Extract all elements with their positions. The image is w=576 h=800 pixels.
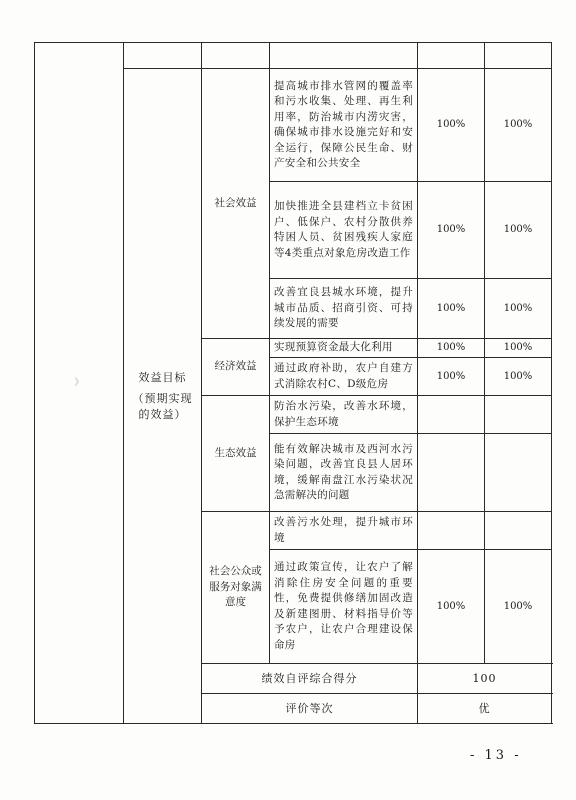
actual-value	[485, 512, 552, 550]
target-value	[418, 512, 485, 550]
score-value: 100	[418, 664, 552, 694]
indicator-desc: 实现预算资金最大化利用	[270, 339, 418, 358]
actual-value: 100%	[485, 69, 552, 182]
indicator-desc: 改善宜良县城水环境，提升城市品质、招商引资、可持续发展的需要	[270, 279, 418, 339]
grade-value: 优	[418, 694, 552, 724]
target-value	[418, 434, 485, 512]
actual-value	[485, 434, 552, 512]
category-satisfaction: 社会公众或服务对象满意度	[202, 512, 270, 664]
category-ecological: 生态效益	[202, 396, 270, 512]
page-number: - 13 -	[470, 748, 522, 763]
indicator-desc: 提高城市排水管网的覆盖率和污水收集、处理、再生利用率，防治城市内涝灾害，确保城市排水设施完好和安全运行，保障公民生命、财产安全和公共安全	[270, 69, 418, 182]
performance-table	[34, 42, 552, 724]
score-label: 绩效自评综合得分	[202, 664, 418, 694]
actual-value: 100%	[485, 358, 552, 396]
actual-value	[485, 396, 552, 434]
indicator-desc: 改善污水处理，提升城市环境	[270, 512, 418, 550]
target-value	[418, 396, 485, 434]
actual-value: 100%	[485, 279, 552, 339]
indicator-desc: 防治水污染，改善水环境，保护生态环境	[270, 396, 418, 434]
actual-value: 100%	[485, 182, 552, 279]
grade-label: 评价等次	[202, 694, 418, 724]
indicator-desc: 通过政策宣传，让农户了解消除住房安全问题的重要性，免费提供修缮加固改造及新建图册、材料指导价等予农户，让农户合理建设保命房	[270, 550, 418, 664]
target-value: 100%	[418, 358, 485, 396]
category-economic: 经济效益	[202, 339, 270, 396]
target-value: 100%	[418, 339, 485, 358]
target-value: 100%	[418, 550, 485, 664]
target-value: 100%	[418, 279, 485, 339]
indicator-desc: 通过政府补助，农户自建方式消除农村C、D级危房	[270, 358, 418, 396]
level2-label: 效益目标	[138, 370, 187, 384]
actual-value: 100%	[485, 339, 552, 358]
target-value: 100%	[418, 182, 485, 279]
level1-cell	[35, 43, 124, 724]
table-row	[35, 43, 552, 69]
level2-cell	[124, 69, 202, 724]
indicator-desc: 加快推进全县建档立卡贫困户、低保户、农村分散供养特困人员、贫困残疾人家庭等4类重点对象危房改造工作	[270, 182, 418, 279]
category-social: 社会效益	[202, 69, 270, 339]
level1-mark: 》	[74, 377, 84, 388]
level2-sub: （预期实现的效益）	[132, 392, 193, 421]
actual-value: 100%	[485, 550, 552, 664]
target-value: 100%	[418, 69, 485, 182]
indicator-desc: 能有效解决城市及西河水污染问题，改善宜良县人居环境，缓解南盘江水污染状况急需解决的问题	[270, 434, 418, 512]
